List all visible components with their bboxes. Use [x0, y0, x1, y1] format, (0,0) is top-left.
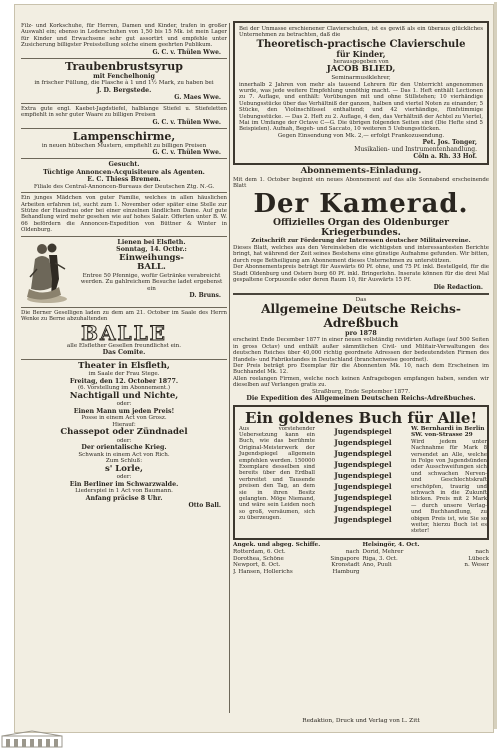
theater-play3: Chassepot oder Zündnadel	[60, 427, 188, 438]
divider	[21, 58, 227, 59]
ship-news	[233, 542, 489, 576]
ship-left-3: J. Hansen, Hollerichs	[233, 569, 293, 576]
theater-play2: Einen Mann um jeden Preis!	[73, 407, 175, 415]
ship-extra-left-2: Kronstadt	[331, 562, 360, 569]
abo-title: Abonnements-Einladung.	[300, 166, 422, 177]
divider	[21, 307, 227, 308]
adress-text: erscheint Ende December 1877 in einer neuen vollständig revidirten Auflage (auf 500 Seiten in gross Octav) und enthält außer sämmtlichen Civil- und Militair-Verwaltungen des deutschen Reiches über 40,000 richtig geordnete Adressen der bedeutendsten Firmen des Handels- und Fabrikstandes in Deutschland (branchenweise geordnet).	[233, 337, 489, 363]
theater-oder3: oder:	[116, 474, 132, 481]
theater-posse: Posse in einem Act von Grosz.	[81, 415, 167, 422]
divider	[21, 103, 227, 104]
ad-gesucht	[21, 161, 227, 190]
ad-berner-text: Die Berner Geselligen laden zu dem am 21. October im Saale des Herrn Wenke zu Berne abzuhaltenden	[21, 309, 227, 323]
clav-sig3: Cöln a. Rh. 33 Hof.	[413, 153, 477, 161]
buch-jugendspiegel-list	[317, 426, 409, 535]
jugendspiegel-line: Jugendspiegel	[334, 470, 392, 480]
jugendspiegel-line: Jugendspiegel	[334, 515, 392, 525]
ship-right-2: Ano, Puuli	[362, 562, 392, 569]
clav-title: Theoretisch-practische Clavierschule	[256, 38, 466, 50]
ad-reichs-adressbuch	[233, 297, 489, 403]
ad-ball-text-body: Entree 50 Pfennige, wofür Getränke verabreicht werden. Zu gahlreichem Besuche ladet ergebenst ein	[80, 272, 223, 292]
abo-signature: Die Redaction.	[433, 283, 483, 291]
abo-text: Mit dem 1. October beginnt ein neues Abonnement auf das alle Sonnabend erscheinende Blatt	[233, 176, 489, 190]
clav-author: JACOB BLIED,	[326, 64, 396, 75]
theater-oder2: oder:	[116, 437, 132, 444]
ship-head1: Angek. und abgeg. Schiffe.	[233, 541, 321, 548]
clav-hrsg: herausgegeben von	[333, 58, 389, 65]
clav-fuer: für Kinder,	[336, 48, 386, 59]
theater-hierauf: Hierauf:	[112, 421, 136, 428]
ad-maedchen: Ein junges Mädchen von guter Familie, welches in allen häuslichen Arbeiten erfahren ist, sucht zum 1. November oder später eine Stelle zur Stütze der Hausfrau oder bei einer einzelnen ländlichen Dame. Auf gute Behandlung wird mehr gesehen wie auf hohes Salair. Offerten unter B. W. 66 befördern die Annoncen-Expedition von Büttner & Winter in Oldenburg.	[21, 195, 227, 234]
buch-right-text: Wird jedem unter Nachnahme für Mark 8 versendet an Alle, welche in Folge von Jugendsünden oder Ausschweifungen sich und schwachen Nerven- und Geschlechtskraft erschöpfen, traurig und schwach in die Zukunft blicken. Preis mit 2 Mark — durch unsere Verlag- und Buchhandlung, zu obigen Preis ist, wie Sie so weiter, hierzu Buch ist es steter!	[411, 438, 487, 535]
ad-theater-elsfleth	[21, 362, 227, 510]
jugendspiegel-line: Jugendspiegel	[334, 437, 392, 447]
jugendspiegel-line: Jugendspiegel	[334, 482, 392, 492]
ad-berner-balle: BALLE	[81, 320, 167, 345]
adress-year: pro 1878	[345, 329, 377, 337]
theater-play4: Der orientalische Krieg.	[81, 444, 167, 452]
theater-play5: s' Lorle,	[104, 463, 144, 474]
ad-ball-text	[76, 239, 227, 300]
jugendspiegel-line: Jugendspiegel	[334, 493, 392, 503]
ad-jagdstiefel	[21, 106, 227, 126]
clav-sig2: Musikalien- und Instrumentenhandlung.	[354, 146, 477, 154]
ad-gesucht-line1: Tüchtige Annoncen-Acquisiteure als Agenten.	[43, 168, 205, 176]
theater-play6: Ein Berliner im Schwarzwalde.	[69, 481, 179, 489]
ad-clavierschule	[233, 21, 489, 165]
divider	[21, 192, 227, 193]
ship-extra-right-1: Lübeck	[468, 555, 489, 562]
ship-news-left	[233, 542, 360, 576]
ship-extra-right-0: nach	[475, 549, 489, 556]
adress-signature: Die Expedition des Allgemeinen Deutschen Reichs-Adreßbuches.	[246, 395, 476, 403]
adress-title: Allgemeine Deutsche Reichs-Adreßbuch	[261, 302, 461, 330]
divider	[233, 293, 489, 295]
ad-berner-signature: Das Comite.	[102, 349, 146, 357]
theater-oder1: oder:	[116, 401, 132, 408]
divider	[21, 128, 227, 129]
jugendspiegel-line: Jugendspiegel	[334, 448, 392, 458]
library-building-logo	[0, 730, 70, 748]
theater-note2: Schwank in einem Act von Rich.	[78, 451, 170, 458]
ad-gesucht-line2: E. C. Thiess Bremen.	[87, 176, 161, 184]
ad-filz-text: Filz- und Korkschuhe, für Herren, Damen und Kinder, trafen in großer Auswahl ein; ebenso in Lederschuhen von 1,50 bis 15 Mk. ist mein Lager für Kinder und Erwachsene sehr gut assortirt und empfehle unter Zusicherung billigster Preisstellung solche einem geehrten Publikum.	[21, 23, 227, 49]
ad-gesucht-line3: Filiale des Central-Annoncen-Bureaus der Deutschen Ztg. N.-G.	[33, 183, 215, 190]
buch-body	[239, 425, 487, 535]
clav-text: innerhalb 2 Jahren von mehr als tausend Lehrern für den Unterricht angenommen wurde, was jede weitere Empfehlung unnöthig macht. — Das 1. Heft enthält Lectionen zu 7. Auflage, und enthält: Vorübungen mit und ohne Stillstehen; 10 vierhändige Uebungsstücke über das Verhältniß der ganzen, halben und viertel Noten zu einander; 5 Stücke, den Violinschlüssel enthaltend; und 42 vierhändige, fünfstimmige Uebungsstücke. — Das 2. Heft zu 2. Auflage, 4 den, das Verhältniß der Achtel zu Viertel, Mai im Umfange der Octave C—G. Die übrigen folgenden Seiten sind (Die Hefte sind 5 Beispielen). Aufnah, Begeh- und Saccato, 10 weiteren 5 Uebungsstücken.	[239, 81, 483, 133]
ad-traubenbrustsyrup-name: J. D. Bergstede.	[96, 86, 152, 94]
ad-lampenschirme-text: in neuen hübschen Mustern, empfiehlt zu billigen Preisen	[41, 142, 207, 149]
ad-traubenbrustsyrup-title: Traubenbrustsyrup	[65, 59, 183, 73]
ship-left-2: Newport, 8. Oct.	[233, 562, 281, 569]
ad-berner-text2: alle Elsflether Gesellen freundlichst ein.	[66, 342, 182, 349]
ship-extra-left-1: Singapore	[330, 555, 360, 562]
ad-abonnement	[233, 167, 489, 290]
ad-goldenes-buch	[233, 405, 489, 540]
ship-head2: Helsingör, 4. Oct.	[362, 541, 420, 548]
ad-filz-schuhe	[21, 23, 227, 56]
theater-zum-schluss: Zum Schluß:	[105, 458, 143, 465]
clav-role: Seminarmusiklehrer,	[331, 74, 391, 81]
divider	[21, 359, 227, 360]
ad-ball-title2: BALL.	[137, 262, 166, 272]
ad-traubenbrustsyrup-text: in frischer Füllung, die Flasche à 1 und 1½ Mark, zu haben bei	[34, 80, 214, 87]
divider	[21, 236, 227, 237]
abo-body: Dieses Blatt, welches aus den Vereinsleben die wichtigsten und interessantesten Berichte bringt, hat während der Zeit seines Bestehens eine günstige Aufnahme gefunden. Wir bitten, durch rege Betheiligung am Abonnement dieses Unternehmen zu unterstützen.	[233, 245, 489, 264]
ad-ball-signature: D. Bruns.	[189, 292, 221, 300]
right-column	[233, 19, 489, 721]
ship-news-right	[363, 542, 490, 576]
ship-extra-left-0: nach	[345, 549, 360, 556]
imprint-footer: Redaktion, Druck und Verlag von L. Zitt	[302, 718, 420, 724]
ad-jagdstiefel-signature: G. C. v. Thülen Wwe.	[152, 118, 221, 126]
ad-traubenbrustsyrup	[21, 61, 227, 101]
ship-extra-right-2: n. Weser	[464, 562, 489, 569]
ad-filz-signature: G. C. v. Thülen Wwe.	[152, 48, 221, 56]
ad-berner-ball	[21, 310, 227, 357]
theater-date: Freitag, den 12. October 1877.	[69, 377, 179, 385]
clav-price: Gegen Einsendung von Mk. 2,— erfolgt Frankozusendung.	[277, 132, 445, 139]
buch-left-text: Aus vorstehender Uebersetzung kann ein Buch, wie das berühmte Original-Meisterwerk der Jugendspiegel allgemein empfehlen werden. 150000 Exemplare desselben sind bereits über den Erdball verbreitet und Tausende preisen den Tag, an dem sie in ihren Besitz gelangten. Möge Niemand, und wäre sein Leiden noch so groß, versäumen, sich zu überzeugen.	[239, 425, 315, 522]
page-edge-shadow	[494, 2, 502, 729]
column-divider	[229, 23, 230, 713]
theater-sub: im Saale der Frau Stege.	[88, 371, 160, 377]
ship-left-0: Rotterdam, 6. Oct.	[233, 549, 286, 556]
ship-right-0: Dorid, Mehrer	[362, 549, 404, 556]
ship-extra-left-3: Hamburg	[332, 569, 360, 576]
ship-left-1: Dorothea, Schöne	[233, 555, 284, 562]
ad-gesucht-title: Gesucht.	[108, 161, 140, 169]
adress-das: Das	[355, 296, 367, 303]
jugendspiegel-line: Jugendspiegel	[334, 459, 392, 469]
jugendspiegel-line: Jugendspiegel	[334, 426, 392, 436]
adress-text2: Allen reelangen Firmen, welche noch keinen Anfragebogen empfangen haben, senden wir dieselben auf Verlangen gratis zu.	[233, 375, 489, 389]
adress-place: Straßburg, Ende September 1877.	[311, 388, 411, 395]
theater-note: (6. Vorstellung im Abonnement.)	[77, 385, 171, 391]
ad-traubenbrustsyrup-signature: G. Maes Wwe.	[174, 94, 221, 102]
ship-right-1: Riga, 3. Oct.	[362, 555, 398, 562]
theater-signature: Otto Ball.	[188, 502, 221, 510]
ad-einweihungs-ball	[21, 239, 227, 305]
theater-title: Theater in Elsfleth,	[78, 360, 170, 371]
theater-note3: Liederspiel in 1 Act von Baumann.	[75, 488, 173, 495]
buch-right	[411, 426, 487, 535]
theater-play1: Nachtigall und Nichte,	[69, 390, 179, 401]
newspaper-page	[14, 4, 494, 733]
theater-time: Anfang präcise 8 Uhr.	[85, 495, 163, 503]
adress-price: Der Preis beträgt pro Exemplar für die Abonnenten Mk. 10, nach dem Erscheinen im Buchhandel Mk. 12.	[233, 362, 489, 376]
ad-lampenschirme	[21, 131, 227, 157]
buch-title: Ein goldenes Buch für Alle!	[244, 408, 478, 427]
dancing-couple-illustration	[21, 239, 73, 305]
abo-price: Der Abonnementspreis beträgt für Auswärts 60 Pf. ohne, und 75 Pf. inkl. Bestellgeld, für die Stadt Oldenburg und Ostern burg 60 Pf. inkl. Bringerlohn. Inserate können für die drei Mal gespaltene Corpuszeile oder deren Raum 10, für Auswärts 15 Pf.	[233, 264, 489, 284]
ad-jagdstiefel-text: Extra gute engl. Kaebet-Jagdstiefel, halblange Stiefel u. Stiefeletten empfiehlt in sehr guter Waare zu billigen Preisen	[21, 106, 227, 119]
abo-offiz: Offizielles Organ des Oldenburger Kriegerbundes.	[272, 216, 450, 238]
clav-sig1: Pet. Jos. Tonger,	[422, 139, 477, 147]
ad-traubenbrustsyrup-sub: mit Fenchelhonig	[93, 72, 155, 80]
ad-ball-date: Sonntag, 14. Octbr.:	[116, 246, 187, 254]
abo-zeit: Zeitschrift zur Förderung der Interessen deutscher Militairvereine.	[251, 237, 471, 244]
ad-ball-place: Lienen bei Elsfleth.	[117, 238, 186, 246]
divider	[21, 158, 227, 159]
ad-lampenschirme-title: Lampenschirme,	[72, 129, 176, 143]
left-column	[21, 23, 227, 713]
ad-lampenschirme-signature: G. C. v. Thülen Wwe.	[152, 149, 221, 157]
clav-intro: Bei der Unmasse erschienener Clavierschulen, ist es gewiß als ein überaus glückliches Unternehmen zu betrachten, daß die	[239, 26, 483, 39]
abo-kamerad: Der Kamerad.	[253, 188, 469, 219]
buch-right-name: W. Bernhardi in Berlin SW. von-Strasse 29	[411, 425, 485, 439]
ad-ball-title1: Einweihungs-	[119, 252, 184, 263]
jugendspiegel-line: Jugendspiegel	[334, 504, 392, 514]
